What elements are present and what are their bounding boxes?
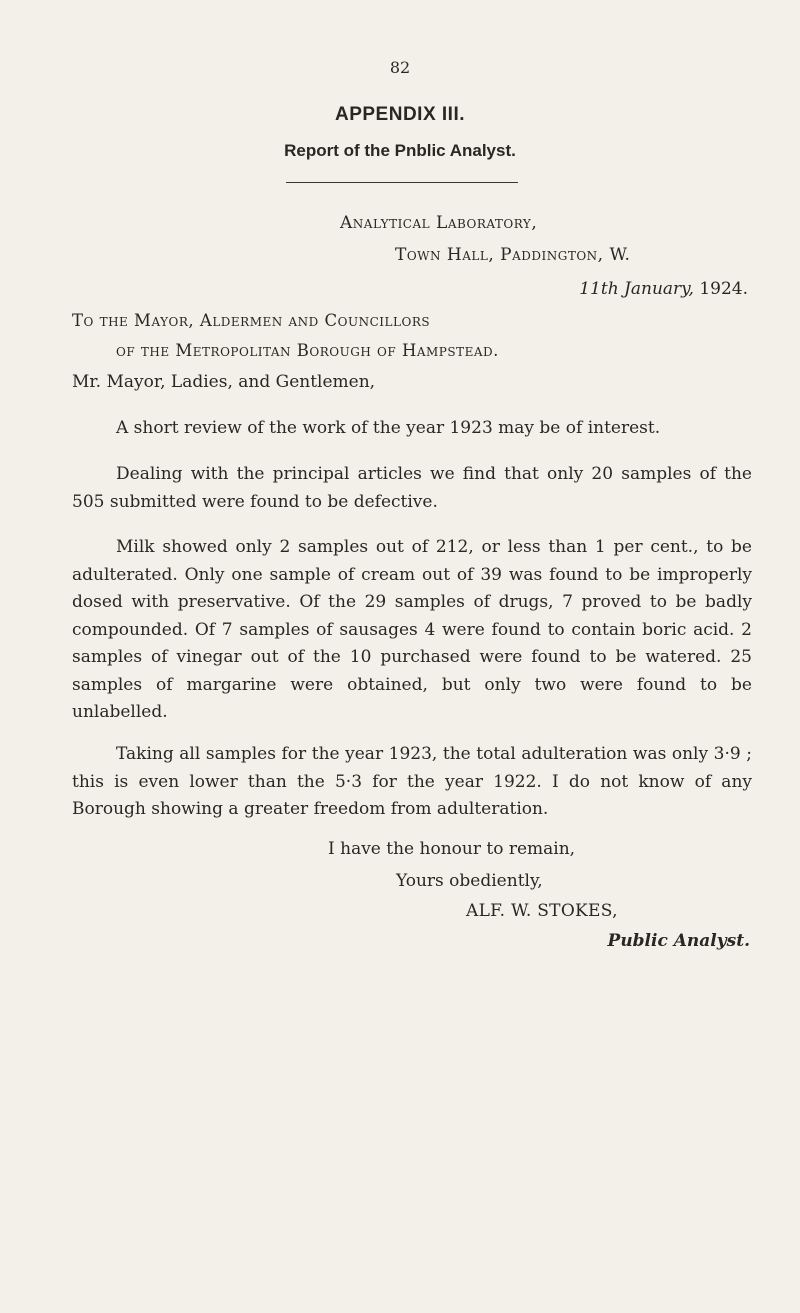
address-line-laboratory: Analytical Laboratory, <box>340 213 538 233</box>
salutation: Mr. Mayor, Ladies, and Gentlemen, <box>72 372 376 392</box>
page-number: 82 <box>389 58 411 77</box>
date-day-month: 11th January, <box>579 279 694 299</box>
signature-name: ALF. W. STOKES, <box>466 901 618 921</box>
paragraph-total-adulteration: Taking all samples for the year 1923, the total adulteration was only 3·9 ; this is even lower than the 5·3 for the year 1922. I do not know of any Borough showing a greater freedom from adulteration. <box>72 744 752 819</box>
paragraph-sample-details: Milk showed only 2 samples out of 212, or less than 1 per cent., to be adulterated. Only one sample of cream out of 39 was found to be improperly dosed with preservative. Of the 29 samples of drugs, 7 proved to be badly compounded. Of 7 samples of sausages 4 were found to contain boric acid. 2 samples of vinegar out of the 10 purchased were found to be watered. 25 samples of margarine were obtained, but only two were found to be unlabelled. <box>72 537 752 722</box>
separator-rule <box>286 182 518 183</box>
addressee-line-2: of the Metropolitan Borough of Hampstead. <box>116 341 499 360</box>
closing-valediction: Yours obediently, <box>396 871 543 891</box>
address-line-town-hall: Town Hall, Paddington, W. <box>395 245 631 265</box>
date-year: 1924. <box>693 279 748 299</box>
report-subheading: Report of the Pnblic Analyst. <box>284 141 516 160</box>
addressee-line-1: To the Mayor, Aldermen and Councillors <box>72 311 431 330</box>
paragraph-principal-articles: Dealing with the principal articles we find that only 20 samples of the 505 submitted were found to be defective. <box>72 464 752 512</box>
letter-date <box>579 279 748 299</box>
paragraph-review: A short review of the work of the year 1923 may be of interest. <box>116 418 661 438</box>
appendix-heading: APPENDIX III. <box>334 104 466 125</box>
closing-line: I have the honour to remain, <box>328 839 576 859</box>
signature-title: Public Analyst. <box>607 931 750 951</box>
